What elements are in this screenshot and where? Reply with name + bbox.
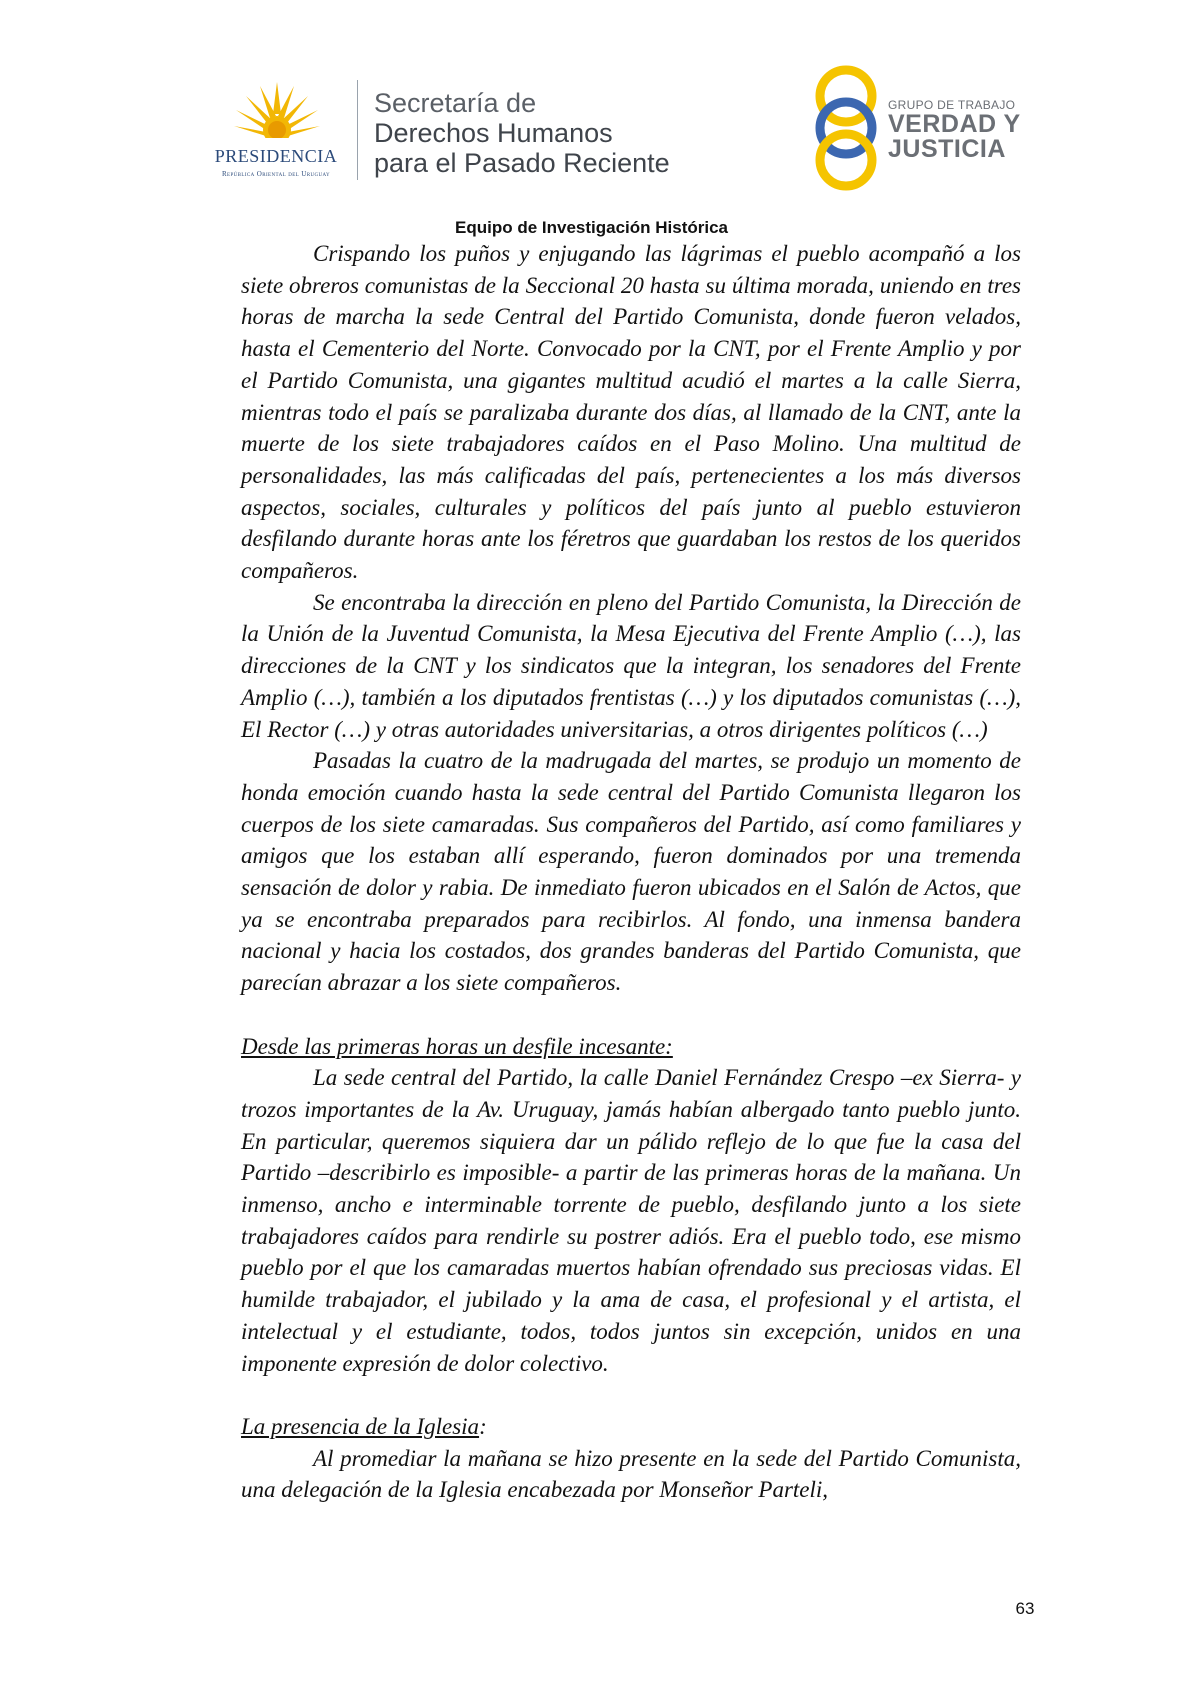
verdad-justicia-text [888, 98, 1021, 162]
section-heading-iglesia: La presencia de la Iglesia [241, 1413, 480, 1439]
presidencia-title: PRESIDENCIA [214, 146, 338, 166]
sun-emblem-icon [232, 80, 322, 142]
document-body [241, 238, 1021, 1506]
gtvj-line-1: GRUPO DE TRABAJO [888, 98, 1016, 112]
presidencia-logo [196, 80, 356, 180]
rings-emblem-icon [810, 62, 882, 192]
page-number: 63 [1015, 1599, 1035, 1618]
paragraph-1: Crispando los puños y enjugando las lágrimas el pueblo acompañó a los siete obreros comunistas de la Seccional 20 hasta su última morada, uniendo en tres horas de marcha la sede Central del Partido Comunista, donde fueron velados, hasta el Cementerio del Norte. Convocado por la CNT, por el Frente Amplio y por el Partido Comunista, una gigantes multitud acudió el martes a la calle Sierra, mientras todo el país se paralizaba durante dos días, al llamado de la CNT, ante la muerte de los siete trabajadores caídos en el Paso Molino. Una multitud de personalidades, las más calificadas del país, pertenecientes a los más diversos aspectos, sociales, culturales y políticos del país junto al pueblo estuvieron desfilando durante horas ante los féretros que guardaban los restos de los queridos compañeros. [241, 241, 1021, 584]
blank-line [241, 1379, 1021, 1411]
heading-colon: : [479, 1413, 487, 1439]
presidencia-subtitle: República Oriental del Uruguay [221, 170, 331, 178]
paragraph-3: Pasadas la cuatro de la madrugada del martes, se produjo un momento de honda emoción cuando hasta la sede central del Partido Comunista llegaron los cuerpos de los siete camaradas. Sus compañeros del Partido, así como familiares y amigos que los estaban allí esperando, fueron dominados por una tremenda sensación de dolor y rabia. De inmediato fueron ubicados en el Salón de Actos, que ya se encontraba preparados para recibirlos. Al fondo, una inmensa bandera nacional y hacia los costados, dos grandes banderas del Partido Comunista, que parecían abrazar a los siete compañeros. [241, 748, 1021, 996]
section-heading-iglesia-wrapper [241, 1411, 1021, 1443]
header-divider [357, 80, 358, 180]
secretaria-line-3: para el Pasado Reciente [374, 148, 670, 178]
team-title-text: Equipo de Investigación Histórica [455, 218, 728, 237]
paragraph-4: La sede central del Partido, la calle Daniel Fernández Crespo –ex Sierra- y trozos importantes de la Av. Uruguay, jamás habían albergado tanto pueblo junto. En particular, queremos siquiera dar un pálido reflejo de lo que fue la casa del Partido –describirlo es imposible- a partir de las primeras horas de la mañana. Un inmenso, ancho e interminable torrente de pueblo, desfilando junto a los siete trabajadores caídos para rendirle su postrer adiós. Era el pueblo todo, ese mismo pueblo por el que los camaradas muertos habían ofrendado sus preciosas vidas. El humilde trabajador, el jubilado y la ama de casa, el profesional y el artista, el intelectual y el estudiante, todos, todos juntos sin excepción, unidos en una imponente expresión de dolor colectivo. [241, 1065, 1021, 1376]
verdad-justicia-logo [810, 62, 1030, 192]
team-title [0, 218, 1191, 238]
paragraph-5: Al promediar la mañana se hizo presente en la sede del Partido Comunista, una delegación de la Iglesia encabezada por Monseñor Parteli, [241, 1445, 1021, 1503]
blank-line [241, 999, 1021, 1031]
section-heading-desfile: Desde las primeras horas un desfile incesante: [241, 1033, 673, 1059]
paragraph-2: Se encontraba la dirección en pleno del Partido Comunista, la Dirección de la Unión de la Juventud Comunista, la Mesa Ejecutiva del Frente Amplio (…), las direcciones de la CNT y los sindicatos que la integran, los senadores del Frente Amplio (…), también a los diputados frentistas (…) y los diputados comunistas (…), El Rector (…) y otras autoridades universitarias, a otros dirigentes políticos (…) [241, 589, 1021, 742]
secretaria-line-1: Secretaría de [374, 88, 537, 118]
gtvj-line-2: VERDAD Y [888, 110, 1021, 138]
secretaria-name [374, 88, 670, 178]
secretaria-line-2: Derechos Humanos [374, 118, 613, 148]
gtvj-line-3: JUSTICIA [888, 135, 1006, 163]
